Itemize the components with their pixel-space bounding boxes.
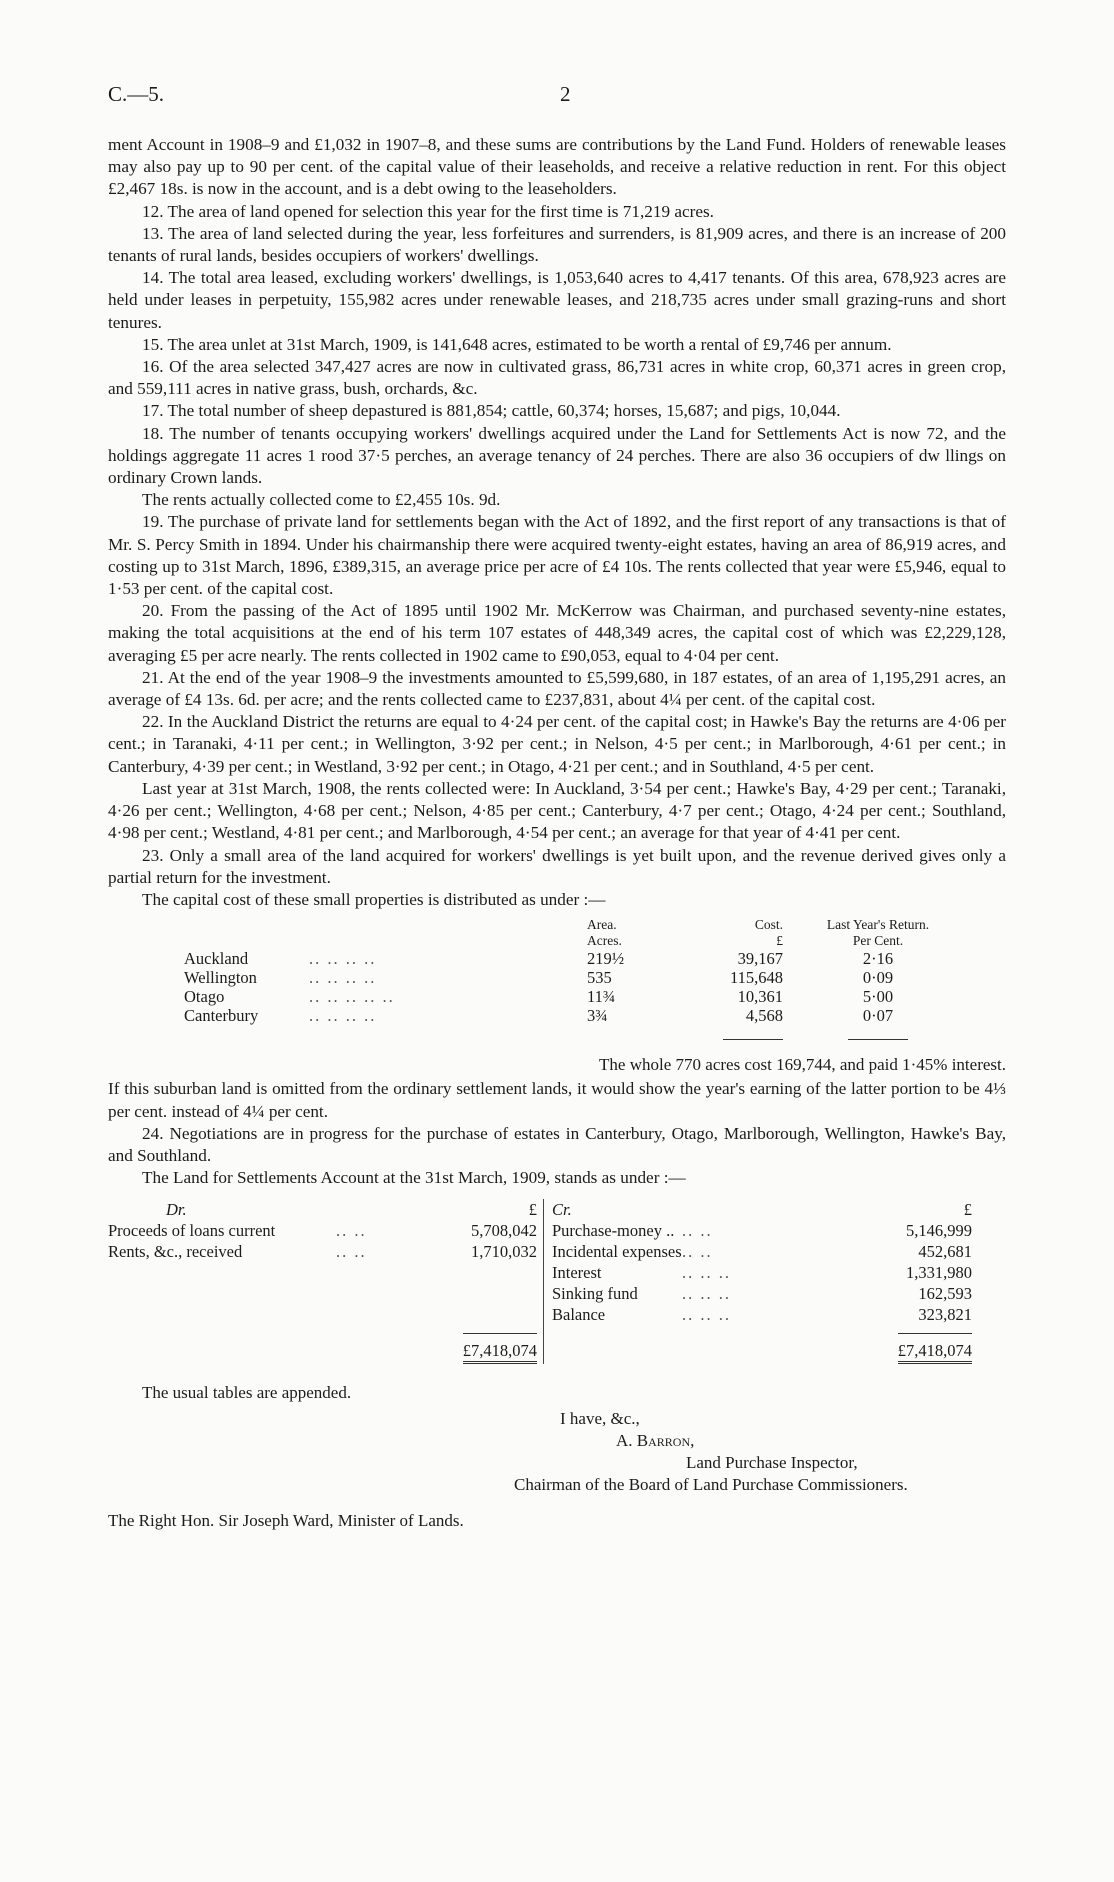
district-name: Auckland: [184, 949, 249, 969]
area-value: 535: [587, 968, 612, 988]
cost-value: 4,568: [745, 1006, 783, 1026]
table-unit-row: [184, 933, 953, 949]
cr-item-label: Purchase-money ..: [552, 1221, 675, 1241]
cr-item-value: 452,681: [918, 1242, 972, 1262]
unit-cost: £: [776, 933, 783, 949]
cr-label: Cr.: [552, 1200, 572, 1220]
leader-dots: .. .. .. ..: [309, 1006, 377, 1026]
cr-item-value: 1,331,980: [906, 1263, 972, 1283]
area-value: 3¾: [587, 1006, 608, 1026]
paragraph: The Land for Settlements Account at the 31st March, 1909, stands as under :—: [142, 1168, 686, 1188]
account-header-row: [108, 1199, 972, 1220]
account-total-row: [108, 1325, 972, 1364]
paragraph: 21. At the end of the year 1908–9 the investments amounted to £5,599,680, in 187 estates, of an area of 1,195,291 acres, an average of £4 13s. 6d. per acre; and the rents collected came to £237,831, about 4¼ per cent. of the capital cost.: [108, 667, 1006, 710]
paragraph: 12. The area of land opened for selection this year for the first time is 71,219 acres.: [142, 201, 714, 221]
paragraph: 18. The number of tenants occupying workers' dwellings acquired under the Land for Settlements Act is now 72, and the holdings aggregate 11 acres 1 rood 37·5 perches, an average tenancy of 24 perches. There are also 36 occupiers of dw llings on ordinary Crown lands.: [108, 423, 1006, 488]
paragraph: The rents actually collected come to £2,455 10s. 9d.: [142, 490, 501, 510]
paragraph: 22. In the Auckland District the returns are equal to 4·24 per cent. of the capital cost; in Hawke's Bay the returns are 4·06 per cent.; in Taranaki, 4·11 per cent.; in Wellington, 3·92 per cent.; in Nelson, 4·5 per cent.; in Marlborough, 4·61 per cent.; in Canterbury, 4·39 per cent.; in Westland, 3·92 per cent.; in Otago, 4·21 per cent.; and in Southland, 4·5 per cent.: [108, 712, 1006, 776]
paragraph: If this suburban land is omitted from the ordinary settlement lands, it would show the year's earning of the latter portion to be 4⅓ per cent. instead of 4¼ per cent.: [108, 1079, 1006, 1121]
leader-dots: .. .. .. .. ..: [309, 987, 395, 1007]
closing: [108, 1382, 1006, 1532]
leader-dots: .. ..: [336, 1221, 367, 1241]
dr-item-label: Proceeds of loans current: [108, 1221, 276, 1241]
appended-note: The usual tables are appended.: [142, 1383, 352, 1403]
cr-currency: £: [963, 1200, 972, 1220]
paragraph: 14. The total area leased, excluding workers' dwellings, is 1,053,640 acres to 4,417 tenants. Of this area, 678,923 acres are held under leases in perpetuity, 155,982 acres under renewable leases, and 218,735 acres under small grazing-runs and short tenures.: [108, 268, 1006, 332]
leader-dots: .. ..: [682, 1242, 713, 1262]
paragraphs: [108, 134, 1006, 911]
salutation: I have, &c.,: [560, 1409, 640, 1429]
account-row: [108, 1262, 972, 1283]
leader-dots: .. ..: [682, 1221, 713, 1241]
account-row: [108, 1241, 972, 1262]
paragraph: The capital cost of these small properties is distributed as under :—: [142, 889, 606, 909]
district-name: Otago: [184, 987, 225, 1007]
header-return: Last Year's Return.: [826, 917, 930, 933]
cr-item-value: 323,821: [918, 1305, 972, 1325]
paragraph: 20. From the passing of the Act of 1895 until 1902 Mr. McKerrow was Chairman, and purchased seventy-nine estates, making the total acquisitions at the end of his term 107 estates of 448,349 acres, the capital cost of which was £2,229,128, averaging £5 per acre nearly. The rents collected in 1902 came to £90,053, equal to 4·04 per cent.: [108, 601, 1006, 665]
account-rows: [108, 1220, 972, 1325]
page-number: 2: [560, 82, 571, 106]
unit-area: Acres.: [587, 933, 622, 949]
cost-value: 10,361: [737, 987, 783, 1007]
after-table-paragraphs: [108, 1078, 1006, 1189]
dr-label: Dr.: [166, 1200, 187, 1220]
dr-item-value: 1,710,032: [441, 1241, 544, 1262]
signatory-name: A. Barron,: [616, 1431, 695, 1451]
account-row: [108, 1283, 972, 1304]
district-name: Wellington: [184, 968, 257, 988]
cr-item-value: 162,593: [918, 1284, 972, 1304]
dr-currency: £: [441, 1199, 544, 1220]
account-row: [108, 1220, 972, 1241]
leader-dots: .. .. ..: [682, 1305, 731, 1325]
leader-dots: .. .. ..: [682, 1263, 731, 1283]
district-name: Canterbury: [184, 1006, 259, 1026]
paragraph: 17. The total number of sheep depastured is 881,854; cattle, 60,374; horses, 15,687; and pigs, 10,044.: [142, 401, 841, 421]
return-value: 0·09: [862, 968, 894, 988]
capital-rows: [184, 949, 953, 1025]
cr-total: £7,418,074: [898, 1333, 972, 1364]
cr-item-label: Sinking fund: [552, 1284, 638, 1304]
signatory-title1: Land Purchase Inspector,: [686, 1453, 858, 1473]
cr-item-value: 5,146,999: [906, 1221, 972, 1241]
addressee: The Right Hon. Sir Joseph Ward, Minister of Lands.: [108, 1511, 464, 1531]
area-value: 11¾: [587, 987, 616, 1007]
dr-item-label: Rents, &c., received: [108, 1242, 243, 1262]
paragraph: 19. The purchase of private land for settlements began with the Act of 1892, and the first report of any transactions is that of Mr. S. Percy Smith in 1894. Under his chairmanship there were acquired twenty-eight estates, having an area of 86,919 acres, and costing up to 31st March, 1896, £389,315, an average price per acre of £4 10s. The rents collected that year were £5,946, equal to 1·53 per cent. of the capital cost.: [108, 512, 1006, 599]
cr-item-label: Interest: [552, 1263, 602, 1283]
cost-value: 115,648: [729, 968, 783, 988]
return-value: 2·16: [862, 949, 894, 969]
return-value: 0·07: [862, 1006, 894, 1026]
table-summary: The whole 770 acres cost 169,744, and paid 1·45% interest.: [599, 1055, 1006, 1075]
paragraph: 15. The area unlet at 31st March, 1909, is 141,648 acres, estimated to be worth a rental of £9,746 per annum.: [142, 334, 892, 354]
return-value: 5·00: [862, 987, 894, 1007]
cost-value: 39,167: [737, 949, 783, 969]
leader-dots: .. .. ..: [682, 1284, 731, 1304]
table-row: [184, 949, 953, 968]
leader-dots: .. .. .. ..: [309, 949, 377, 969]
cr-item-label: Incidental expenses: [552, 1242, 682, 1262]
document-body: [108, 134, 1006, 1532]
dr-item-value: 5,708,042: [441, 1220, 544, 1241]
paragraph: 16. Of the area selected 347,427 acres are now in cultivated grass, 86,731 acres in white crop, 60,371 acres in green crop, and 559,111 acres in native grass, bush, orchards, &c.: [108, 357, 1006, 399]
dr-total: £7,418,074: [463, 1333, 537, 1364]
paragraph: 24. Negotiations are in progress for the purchase of estates in Canterbury, Otago, Marlborough, Wellington, Hawke's Bay, and Southland.: [108, 1123, 1006, 1165]
unit-return: Per Cent.: [852, 933, 904, 949]
account-row: [108, 1304, 972, 1325]
area-value: 219½: [587, 949, 625, 969]
document-code: C.—5.: [108, 82, 165, 106]
table-header-row: [184, 917, 953, 933]
cr-item-label: Balance: [552, 1305, 606, 1325]
signatory-title2: Chairman of the Board of Land Purchase Commissioners.: [514, 1475, 908, 1495]
table-rule-row: [184, 1025, 953, 1044]
leader-dots: .. ..: [336, 1242, 367, 1262]
capital-cost-table: [184, 917, 953, 1044]
leader-dots: .. .. .. ..: [309, 968, 377, 988]
account-table: [108, 1199, 972, 1364]
table-row: [184, 987, 953, 1006]
header-area: Area.: [587, 917, 617, 933]
paragraph: Last year at 31st March, 1908, the rents collected were: In Auckland, 3·54 per cent.; Hawke's Bay, 4·29 per cent.; Taranaki, 4·26 per cent.; Wellington, 4·68 per cent.; Nelson, 4·85 per cent.; Canterbury, 4·7 per cent.; Otago, 4·24 per cent.; Southland, 4·98 per cent.; Westland, 4·81 per cent.; and Marlborough, 4·54 per cent.; an average for that year of 4·41 per cent.: [108, 778, 1006, 843]
paragraph: ment Account in 1908–9 and £1,032 in 1907–8, and these sums are contributions by the Land Fund. Holders of renewable leases may also pay up to 90 per cent. of the capital value of their leaseholds, and receive a relative reduction in rent. For this object £2,467 18s. is now in the account, and is a debt owing to the leaseholders.: [108, 135, 1006, 199]
header-cost: Cost.: [754, 917, 783, 933]
paragraph: 23. Only a small area of the land acquired for workers' dwellings is yet built upon, and the revenue derived gives only a partial return for the investment.: [108, 845, 1006, 887]
table-row: [184, 1006, 953, 1025]
table-row: [184, 968, 953, 987]
paragraph: 13. The area of land selected during the year, less forfeitures and surrenders, is 81,909 acres, and there is an increase of 200 tenants of rural lands, besides occupiers of workers' dwellings.: [108, 223, 1006, 266]
